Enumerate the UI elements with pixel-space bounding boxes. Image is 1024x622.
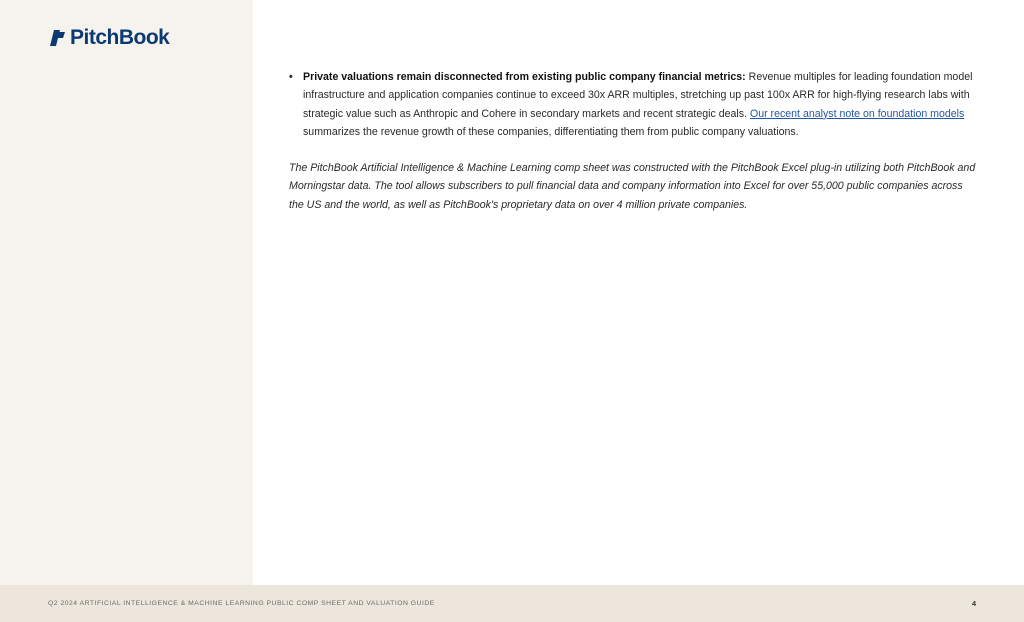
methodology-note: The PitchBook Artificial Intelligence & Machine Learning comp sheet was constructed with the PitchBook Excel plug-in utilizing both PitchBook and Morningstar data. The tool allows subscribers to pull financial data and company information into Excel for over 55,000 public companies across the US and the world, as well as PitchBook's proprietary data on over 4 million private companies. xyxy=(289,162,976,211)
bullet-text-2: summarizes the revenue growth of these companies, differentiating them from public company valuations. xyxy=(303,125,799,138)
footer-bar xyxy=(0,585,1024,622)
analyst-note-link[interactable]: Our recent analyst note on foundation models xyxy=(749,107,965,120)
page-number: 4 xyxy=(971,599,976,608)
bullet-item xyxy=(289,68,979,141)
footer-title: Q2 2024 ARTIFICIAL INTELLIGENCE & MACHINE LEARNING PUBLIC COMP SHEET AND VALUATION GUIDE xyxy=(48,600,435,607)
main-content xyxy=(289,68,979,225)
bullet-heading: Private valuations remain disconnected from existing public company financial metrics: xyxy=(303,71,746,83)
pitchbook-mark-icon xyxy=(47,28,67,48)
sidebar-panel xyxy=(0,0,253,585)
logo-text: PitchBook xyxy=(70,26,170,49)
bullet-dot: • xyxy=(289,71,293,83)
bullet-text-1: Revenue multiples for leading foundation model infrastructure and application companies continue to exceed 30x ARR multiples, stretching up past 100x ARR for high-flying research labs with strategic value such as Anthropic and Cohere in secondary markets and recent strategic deals. xyxy=(303,71,973,120)
pitchbook-logo[interactable] xyxy=(47,26,169,50)
